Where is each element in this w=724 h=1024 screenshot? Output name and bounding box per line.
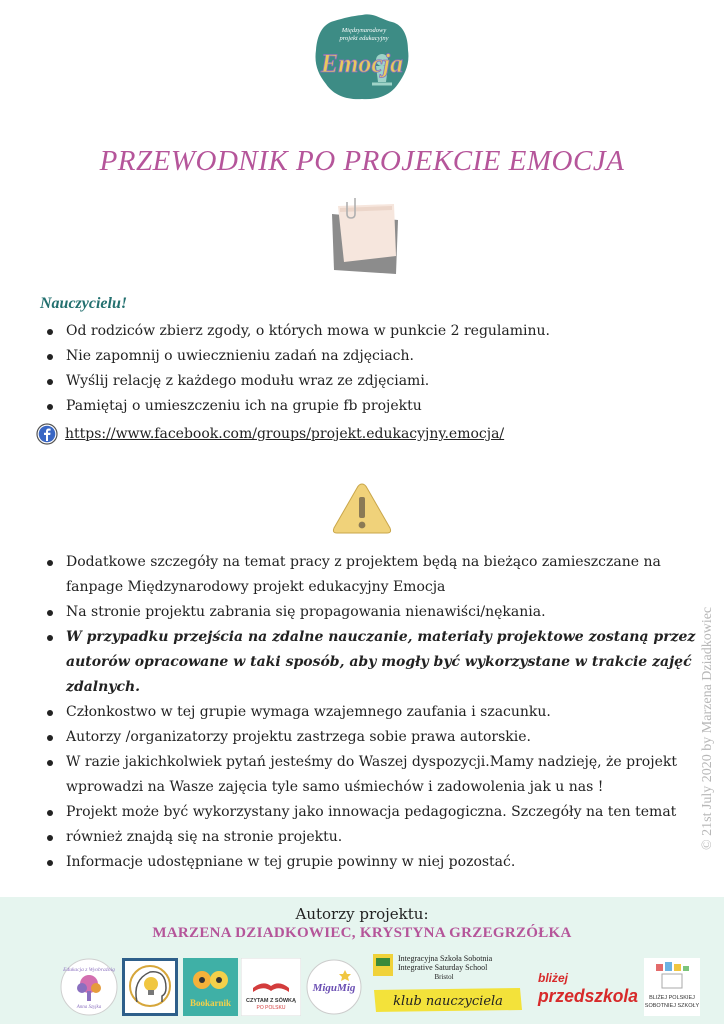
authors-names: MARZENA DZIADKOWIEC, KRYSTYNA GRZEGRZÓŁKA — [152, 925, 572, 941]
partner-6-line1: Integracyjna Szkoła Sobotnia — [398, 954, 493, 963]
list-item: również znajdą się na stronie projektu. — [38, 825, 698, 850]
partner-3-name: Bookarnik — [189, 998, 232, 1008]
teacher-checklist — [38, 319, 658, 419]
partner-1-line1: Edukacja z Wyobraźnią — [63, 967, 115, 973]
list-item: Dodatkowe szczegóły na temat pracy z projektem będą na bieżąco zamieszczane na fanpage Międzynarodowy projekt edukacyjny Emocja — [38, 550, 698, 600]
partner-4-line2: PO POLSKU — [256, 1005, 286, 1011]
copyright-watermark: © 21st July 2020 by Marzena Dziadkowiec — [700, 606, 715, 850]
list-item: W przypadku przejścia na zdalne nauczanie, materiały projektowe zostaną przez autorów opracowane w taki sposób, aby mogły być wykorzystane w trakcie zajęć zdalnych. — [38, 625, 698, 700]
partner-logo-blizej-przedszkola — [536, 968, 640, 1008]
logo-tagline-1: Międzynarodowy — [341, 27, 387, 34]
list-item: Pamiętaj o umieszczeniu ich na grupie fb projektu — [38, 394, 658, 419]
page-title: PRZEWODNIK PO PROJEKCIE EMOCJA — [99, 145, 625, 177]
logo-name: Emocja — [320, 49, 404, 78]
sticky-notes-illustration — [310, 192, 410, 282]
partner-6-line3: Bristol — [434, 973, 454, 981]
partner-7-line2: przedszkola — [537, 986, 638, 1006]
list-item: Nie zapomnij o uwiecznieniu zadań na zdjęciach. — [38, 344, 658, 369]
facebook-group-link[interactable]: https://www.facebook.com/groups/projekt.edukacyjny.emocja/ — [65, 426, 505, 442]
partner-logo-bookarnik — [183, 958, 238, 1016]
list-item: Projekt może być wykorzystany jako innowacja pedagogiczna. Szczegóły na ten temat — [38, 800, 698, 825]
partner-6-tag: klub nauczyciela — [393, 994, 503, 1009]
partner-8-line2: SOBOTNIEJ SZKOŁY — [644, 1003, 700, 1009]
warning-icon — [330, 480, 394, 536]
partner-logo-czytam-z-sowka — [241, 958, 301, 1016]
partner-7-line1: bliżej — [538, 971, 569, 985]
project-rules-list — [38, 550, 698, 875]
facebook-icon — [36, 423, 58, 445]
partner-8-line1: BLIŻEJ POLSKIEJ — [649, 995, 695, 1001]
partner-logo-blizej-szkoly — [644, 958, 700, 1016]
list-item: Informacje udostępniane w tej grupie powinny w niej pozostać. — [38, 850, 698, 875]
list-item: Od rodziców zbierz zgody, o których mowa w punkcie 2 regulaminu. — [38, 319, 658, 344]
partner-4-line1: CZYTAM Z SÓWKĄ — [245, 998, 297, 1004]
partner-5-name: MiguMig — [312, 982, 356, 994]
partner-logo-lightbulb — [122, 958, 178, 1016]
list-item: Wyślij relację z każdego modułu wraz ze zdjęciami. — [38, 369, 658, 394]
greeting-heading: Nauczycielu! — [40, 295, 128, 312]
partner-1-line2: Anna Szyjka — [76, 1005, 102, 1010]
authors-label: Autorzy projektu: — [295, 905, 429, 923]
emocja-logo — [312, 12, 412, 102]
partner-logo-migumig — [305, 958, 363, 1016]
partner-logo-edukacja — [60, 958, 118, 1016]
list-item: W razie jakichkolwiek pytań jesteśmy do Waszej dyspozycji.Mamy nadzieję, że projekt wprowadzi na Wasze zajęcia tyle samo uśmiechów i zadowolenia jak u nas ! — [38, 750, 698, 800]
partner-6-line2: Integrative Saturday School — [398, 963, 488, 972]
list-item: Na stronie projektu zabrania się propagowania nienawiści/nękania. — [38, 600, 698, 625]
partner-logo-integracyjna-szkola — [370, 952, 530, 1018]
list-item: Autorzy /organizatorzy projektu zastrzega sobie prawa autorskie. — [38, 725, 698, 750]
list-item: Członkostwo w tej grupie wymaga wzajemnego zaufania i szacunku. — [38, 700, 698, 725]
facebook-link-row — [36, 422, 504, 446]
logo-tagline-2: projekt edukacyjny — [339, 35, 389, 42]
